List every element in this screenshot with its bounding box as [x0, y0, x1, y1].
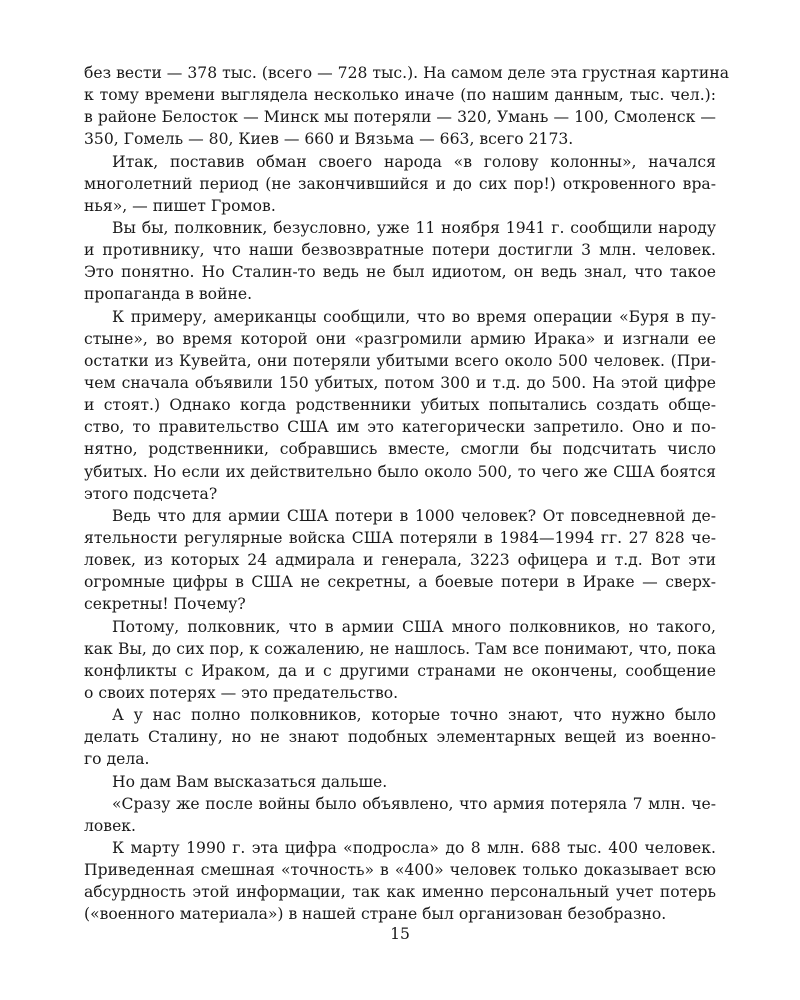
- text-line: убитых. Но если их действительно было около 500, то чего же США боятся: [84, 462, 716, 481]
- body-text: [84, 62, 730, 925]
- text-line: стыне», во время которой они «разгромили армию Ирака» и изгнали ее: [84, 329, 716, 348]
- text-line: Это понятно. Но Сталин-то ведь не был идиотом, он ведь знал, что такое: [84, 263, 716, 282]
- text-line: («военного материала») в нашей стране был организован безобразно.: [84, 905, 667, 924]
- text-line: секретны! Почему?: [84, 595, 246, 614]
- text-line: К примеру, американцы сообщили, что во время операции «Буря в пу-: [112, 307, 716, 326]
- text-line: Вы бы, полковник, безусловно, уже 11 ноября 1941 г. сообщили народу: [112, 218, 716, 237]
- text-line: А у нас полно полковников, которые точно знают, что нужно было: [112, 706, 716, 725]
- text-line: абсурдность этой информации, так как именно персональный учет потерь: [84, 883, 716, 902]
- text-line: к тому времени выглядела несколько иначе (по нашим данным, тыс. чел.):: [84, 86, 716, 105]
- text-line: конфликты с Ираком, да и с другими странами не окончены, сообщение: [84, 661, 716, 680]
- text-line: остатки из Кувейта, они потеряли убитыми всего около 500 человек. (При-: [84, 351, 716, 370]
- text-line: этого подсчета?: [84, 484, 218, 503]
- text-line: о своих потерях — это предательство.: [84, 683, 399, 702]
- text-line: и противнику, что наши безвозвратные потери достигли 3 млн. человек.: [84, 241, 716, 260]
- text-line: Приведенная смешная «точность» в «400» человек только доказывает всю: [84, 861, 716, 880]
- text-line: как Вы, до сих пор, к сожалению, не нашлось. Там все понимают, что, пока: [84, 639, 716, 658]
- page-number: 15: [390, 925, 410, 943]
- text-line: пропаганда в войне.: [84, 285, 253, 304]
- text-line: го дела.: [84, 750, 150, 769]
- text-line: ство, то правительство США им это категорически запретило. Оно и по-: [84, 418, 716, 437]
- text-line: нятно, родственники, собравшись вместе, смогли бы подсчитать число: [84, 440, 716, 459]
- text-line: ловек.: [84, 816, 137, 835]
- text-line: К марту 1990 г. эта цифра «подросла» до 8 млн. 688 тыс. 400 человек.: [112, 838, 716, 857]
- text-line: чем сначала объявили 150 убитых, потом 300 и т.д. до 500. На этой цифре: [84, 373, 716, 392]
- text-line: огромные цифры в США не секретны, а боевые потери в Ираке — сверх-: [84, 573, 716, 592]
- text-line: ловек, из которых 24 адмирала и генерала, 3223 офицера и т.д. Вот эти: [84, 551, 716, 570]
- text-line: ятельности регулярные войска США потеряли в 1984—1994 гг. 27 828 че-: [84, 528, 716, 547]
- text-line: в районе Белосток — Минск мы потеряли — 320, Умань — 100, Смоленск —: [84, 108, 716, 127]
- text-line: нья», — пишет Громов.: [84, 196, 276, 215]
- text-line: делать Сталину, но не знают подобных элементарных вещей из военно-: [84, 728, 716, 747]
- text-line: «Сразу же после войны было объявлено, что армия потеряла 7 млн. че-: [112, 794, 716, 813]
- text-line: многолетний период (не закончившийся и до сих пор!) откровенного вра-: [84, 174, 716, 193]
- text-line: Итак, поставив обман своего народа «в голову колонны», начался: [112, 152, 716, 171]
- text-line: Ведь что для армии США потери в 1000 человек? От повседневной де-: [112, 506, 716, 525]
- text-line: и стоят.) Однако когда родственники убитых попытались создать обще-: [84, 396, 716, 415]
- text-line: без вести — 378 тыс. (всего — 728 тыс.). На самом деле эта грустная картина: [84, 64, 730, 82]
- text-line: Потому, полковник, что в армии США много полковников, но такого,: [112, 617, 716, 636]
- text-line: 350, Гомель — 80, Киев — 660 и Вязьма — 663, всего 2173.: [84, 130, 574, 149]
- text-line: Но дам Вам высказаться дальше.: [112, 772, 388, 791]
